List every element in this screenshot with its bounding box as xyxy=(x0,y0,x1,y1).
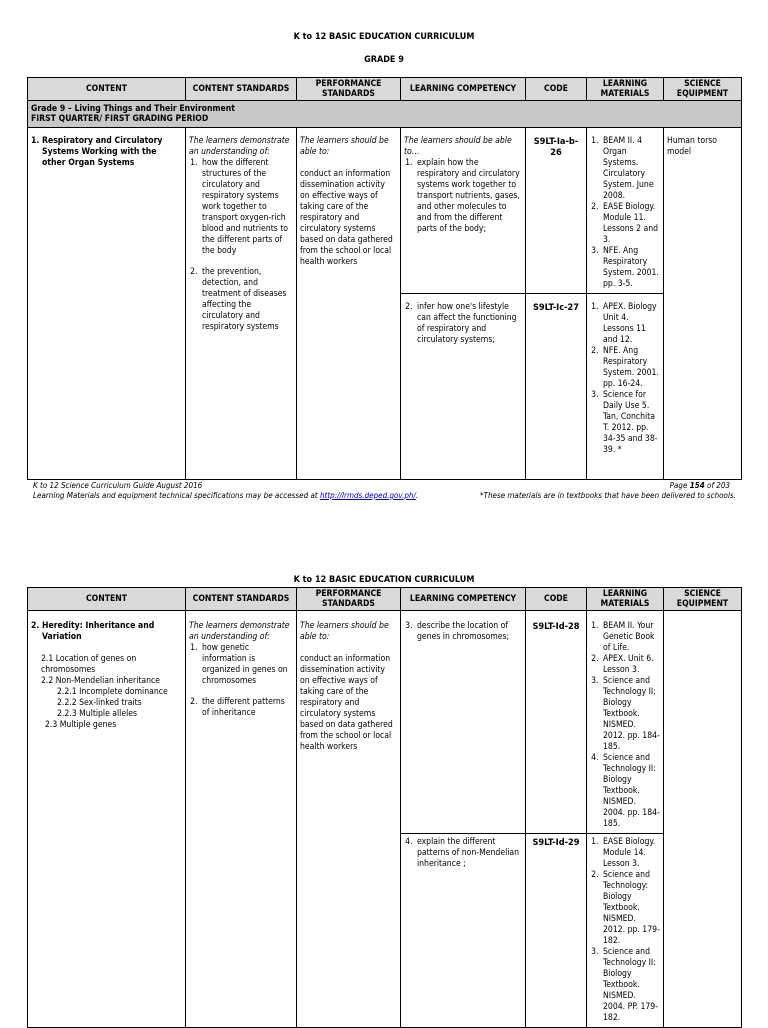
material-item: 2. APEX. Unit 6. Lesson 3. xyxy=(601,654,660,676)
competency-item: 3. describe the location of genes in chromosomes; xyxy=(415,621,522,643)
content-standards-list xyxy=(189,158,293,333)
code-cell: S9LT-Id-29 xyxy=(526,834,587,1028)
equipment-cell xyxy=(664,611,742,1028)
competency-item: 4. explain the different patterns of non-Mendelian inheritance ; xyxy=(415,837,522,870)
code-cell: S9LT-Ic-27 xyxy=(526,294,587,480)
material-item: 4. Science and Technology II: Biology Textbook. NISMED. 2004. pp. 184-185. xyxy=(601,753,660,830)
material-item: 1. BEAM II. 4 Organ Systems. Circulatory System. June 2008. xyxy=(601,136,660,202)
competency-list xyxy=(404,302,522,346)
header-content: CONTENT xyxy=(28,78,186,101)
page-title: K to 12 BASIC EDUCATION CURRICULUM xyxy=(293,575,475,585)
header-learning-competency: LEARNING COMPETENCY xyxy=(401,78,526,101)
header-science-equipment: SCIENCE EQUIPMENT xyxy=(664,588,742,611)
page-total: of 203 xyxy=(704,481,730,490)
competency-list xyxy=(404,158,522,235)
header-content-standards: CONTENT STANDARDS xyxy=(186,588,297,611)
header-performance-standards: PERFORMANCE STANDARDS xyxy=(297,78,401,101)
subtopic: 2.2.2 Sex-linked traits xyxy=(57,698,142,708)
content-standards-list xyxy=(189,643,293,719)
footer-specs xyxy=(33,491,418,501)
content-cell xyxy=(28,611,186,1028)
performance-standards-text: conduct an information dissemination activity on effective ways of taking care of the respiratory and circulatory systems based on data gathered from the school or local health workers xyxy=(300,654,393,752)
material-item: 3. Science and Technology II: Biology Textbook. NISMED. 2004. PP. 179-182. xyxy=(601,947,660,1024)
header-learning-materials: LEARNING MATERIALS xyxy=(587,78,664,101)
content-standard-item: 2. the prevention, detection, and treatment of diseases affecting the circulatory and respiratory systems xyxy=(200,267,293,333)
content-cell xyxy=(28,128,186,480)
lrmds-link[interactable]: http://lrmds.deped.gov.ph/ xyxy=(319,491,416,500)
performance-standards-intro: The learners should be able to: xyxy=(300,136,389,157)
curriculum-table-2 xyxy=(27,587,742,1028)
equipment-cell: Human torso model xyxy=(664,128,742,480)
curriculum-table-1 xyxy=(27,77,742,480)
page-number: 154 xyxy=(689,481,705,490)
competency-item: 1. explain how the respiratory and circulatory systems work together to transport nutrients, gases, and other molecules to and from the different parts of the body; xyxy=(415,158,522,235)
competency-cell xyxy=(401,128,526,294)
material-item: 2. NFE. Ang Respiratory System. 2001. pp. 16-24. xyxy=(601,346,660,390)
page-gap xyxy=(0,520,768,560)
header-code: CODE xyxy=(526,78,587,101)
content-standard-item: 2. the different patterns of inheritance xyxy=(200,697,293,719)
competency-cell xyxy=(401,611,526,834)
performance-standards-intro: The learners should be able to: xyxy=(300,621,389,642)
content-standard-item: 1. how genetic information is organized in genes on chromosomes xyxy=(200,643,293,687)
subtopic: 2.2 Non-Mendelian inheritance xyxy=(41,676,161,686)
material-item: 1. BEAM II. Your Genetic Book of Life. xyxy=(601,621,660,654)
footer-page-number xyxy=(670,481,730,491)
footer-specs-text: Learning Materials and equipment technical specifications may be accessed at xyxy=(33,491,320,500)
performance-standards-text: conduct an information dissemination activity on effective ways of taking care of the respiratory and circulatory systems based on data gathered from the school or local health workers xyxy=(300,169,393,267)
performance-standards-cell xyxy=(297,128,401,480)
subtopic: 2.1 Location of genes on chromosomes xyxy=(41,654,137,675)
material-item: 3. Science and Technology II: Biology Textbook. NISMED. 2012. pp. 184-185. xyxy=(601,676,660,753)
content-standards-intro: The learners demonstrate an understanding of: xyxy=(189,621,290,642)
footer-specs-suffix: . xyxy=(415,491,419,500)
content-subtopics xyxy=(31,654,182,731)
competency-cell xyxy=(401,294,526,480)
subtopic: 2.2.3 Multiple alleles xyxy=(57,709,138,719)
materials-list xyxy=(590,136,660,290)
page-prefix: Page xyxy=(669,481,690,490)
grade-heading: GRADE 9 xyxy=(364,55,404,65)
subtopic: 2.3 Multiple genes xyxy=(45,720,117,730)
material-item: 1. EASE Biology. Module 14. Lesson 3. xyxy=(601,837,660,870)
content-standard-item: 1. how the different structures of the circulatory and respiratory systems work together to transport oxygen-rich blood and nutrients to the different parts of the body xyxy=(200,158,293,257)
header-code: CODE xyxy=(526,588,587,611)
content-standards-intro: The learners demonstrate an understanding of: xyxy=(189,136,290,157)
content-topic: 1. Respiratory and Circulatory Systems Working with the other Organ Systems xyxy=(31,136,163,168)
code-cell: S9LT-Id-28 xyxy=(526,611,587,834)
materials-list xyxy=(590,837,660,1024)
header-performance-standards: PERFORMANCE STANDARDS xyxy=(297,588,401,611)
performance-standards-cell xyxy=(297,611,401,1028)
code-cell: S9LT-Ia-b-26 xyxy=(526,128,587,294)
header-content: CONTENT xyxy=(28,588,186,611)
footer-note: *These materials are in textbooks that have been delivered to schools. xyxy=(479,491,736,500)
header-science-equipment: SCIENCE EQUIPMENT xyxy=(664,78,742,101)
competency-cell xyxy=(401,834,526,1028)
materials-list xyxy=(590,302,660,456)
materials-cell xyxy=(587,611,664,834)
subtopic: 2.2.1 Incomplete dominance xyxy=(57,687,168,697)
header-content-standards: CONTENT STANDARDS xyxy=(186,78,297,101)
page-title: K to 12 BASIC EDUCATION CURRICULUM xyxy=(293,32,475,42)
footer-guide: K to 12 Science Curriculum Guide August 2016 xyxy=(33,481,203,490)
material-item: 3. NFE. Ang Respiratory System. 2001. pp. 3-5. xyxy=(601,246,660,290)
content-topic: 2. Heredity: Inheritance and Variation xyxy=(31,621,155,642)
materials-list xyxy=(590,621,660,830)
materials-cell xyxy=(587,834,664,1028)
content-standards-cell xyxy=(186,128,297,480)
materials-cell xyxy=(587,128,664,294)
competency-list xyxy=(404,837,522,870)
material-item: 2. Science and Technology: Biology Textbook. NISMED. 2012. pp. 179-182. xyxy=(601,870,660,947)
material-item: 3. Science for Daily Use 5. Tan, Conchita T. 2012. pp. 34-35 and 38-39. * xyxy=(601,390,660,456)
header-learning-materials: LEARNING MATERIALS xyxy=(587,588,664,611)
curriculum-page-2 xyxy=(0,560,768,1024)
competency-item: 2. infer how one's lifestyle can affect the functioning of respiratory and circulatory systems; xyxy=(415,302,522,346)
band-line-1: Grade 9 – Living Things and Their Environment xyxy=(31,104,235,114)
header-learning-competency: LEARNING COMPETENCY xyxy=(401,588,526,611)
content-standards-cell xyxy=(186,611,297,1028)
competency-intro: The learners should be able to… xyxy=(404,136,512,157)
material-item: 1. APEX. Biology Unit 4. Lessons 11 and 12. xyxy=(601,302,660,346)
quarter-band xyxy=(28,101,742,128)
materials-cell xyxy=(587,294,664,480)
competency-list xyxy=(404,621,522,643)
material-item: 2. EASE Biology. Module 11. Lessons 2 and 3. xyxy=(601,202,660,246)
band-line-2: FIRST QUARTER/ FIRST GRADING PERIOD xyxy=(31,114,209,124)
